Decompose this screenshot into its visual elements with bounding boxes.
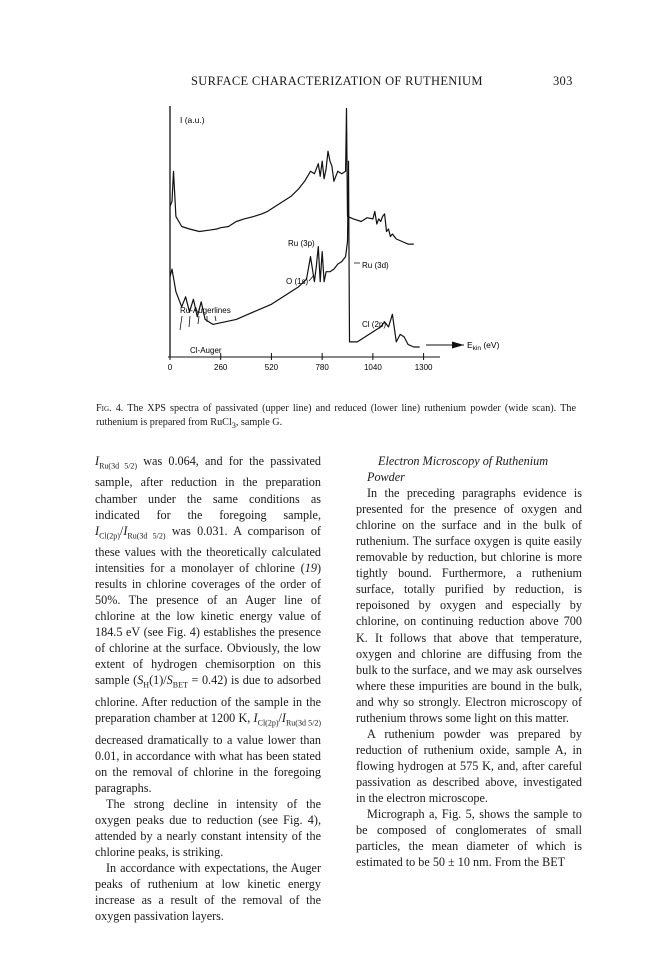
x-tick-label: 260 [214,363,228,372]
caption-text: The XPS spectra of passivated (upper line) and reduced (lower line) ruthenium powder (wide scan). The ruthenium is prepared from RuCl [96,403,576,428]
figure-label: Fig. 4. [96,403,124,414]
x-tick-label: 1040 [363,363,382,372]
caption-tail: , sample G. [235,416,283,428]
left-paragraph-1: $I_{Ru(3d 5/2)}$ was 0.064, and for the passivated sample, after reduction in the preparation chamber under the same conditions as indicated for the foregoing sample, $I_{Cl(2p)}/I_{Ru(3d 5/2)}$ was 0.031. A comparison of these values with the theoretically calculated intensities for a monolayer of chlorine (19) results in chlorine coverages of the order of 50%. The presence of an Auger line of chlorine at the low kinetic energy value of 184.5 eV (see Fig. 4) establishes the presence of chlorine at the surface. Obviously, the low extent of hydrogen chemisorption on this sample $(S_H(1)/S_{BET} = 0.42)$ is due to adsorbed chlorine. After reduction of the sample in the preparation chamber at 1200 K, $I_{Cl(2p)}/I_{Ru(3d 5/2)}$ decreased dramatically to a value lower than 0.01, in accordance with what has been stated on the removal of chlorine in the foregoing paragraphs. [95,454,322,795]
right-paragraph-1: In the preceding paragraphs evidence is presented for the presence of oxygen and chlorine on the surface and in the bulk of ruthenium. The surface oxygen is quite easily removable by reduction, but chlorine is more tightly bound. Furthermore, a ruthenium surface, totally purified by reduction, is repoisoned by oxygen and especially by chlorine, on continuing reduction above 700 K. It follows that above that temperature, oxygen and chlorine are diffusing from the bulk to the surface, and we may ask ourselves where these impurities are bound in the bulk, and why so strongly. Electron microscopy of ruthenium throws some light on this matter. [356,486,582,725]
label-ru3p: Ru (3p) [288,239,315,248]
label-ru3d: Ru (3d) [362,261,389,270]
x-tick-label: 0 [167,363,173,372]
energy-arrow-icon [452,342,464,349]
label-o1s: O (1s) [286,277,309,286]
x-axis-label: $E_{kin}$ (eV) [467,340,500,352]
left-column [95,453,321,924]
section-title: Electron Microscopy of Ruthenium Powder [367,454,549,485]
left-paragraph-3: In accordance with expectations, the Auger peaks of ruthenium at low kinetic energy increase as a result of the removal of the oxygen passivation layers. [95,860,321,924]
label-cl2p: Cl (2p) [362,320,387,329]
caption-sub: 3 [231,420,236,430]
label-ru-augerlines: Ru-Augerlines [180,306,231,315]
figure-caption [96,402,576,432]
y-axis-label: I (a.u.) [180,115,205,125]
series-line-upper [170,109,414,245]
xps-spectrum-chart [0,0,672,400]
right-paragraph-3: Micrograph a, Fig. 5, shows the sample to be composed of conglomerates of small particles, the mean diameter of which is estimated to be 50 ± 10 nm. From the BET [356,807,582,870]
x-tick-label: 520 [264,363,279,372]
right-paragraph-2: A ruthenium powder was prepared by reduction of ruthenium oxide, sample A, in flowing hydrogen at 575 K, and, after careful passivation as described above, investigated in the electron microscope. [356,726,582,805]
running-title: SURFACE CHARACTERIZATION OF RUTHENIUM [191,74,483,88]
chart-axes [168,106,440,357]
page-number: 303 [553,74,573,88]
label-cl-auger: Cl-Auger [190,346,222,355]
x-ticks [168,353,433,372]
right-column [356,453,582,870]
left-paragraph-2: The strong decline in intensity of the oxygen peaks due to reduction (see Fig. 4), attended by a nearly constant intensity of the chlorine peaks, is striking. [95,796,321,859]
x-tick-label: 780 [315,363,329,372]
x-tick-label: 1300 [414,363,433,372]
